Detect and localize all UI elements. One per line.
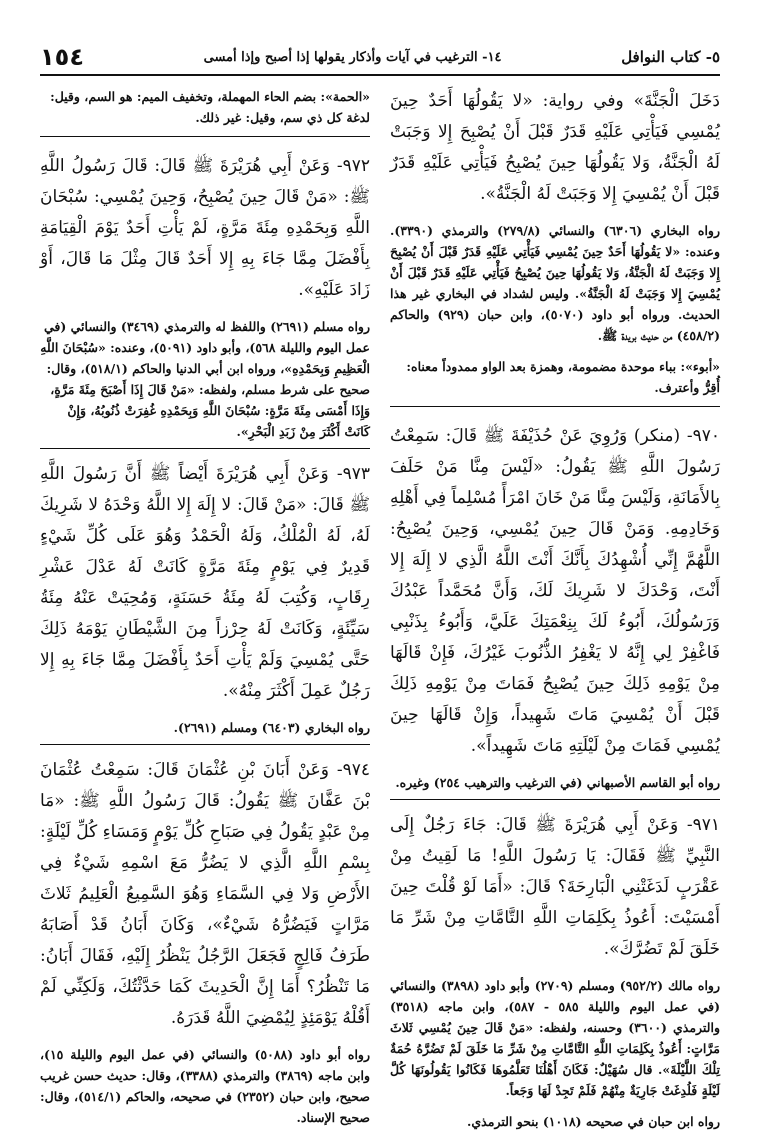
hadith-971-gloss: «الحمة»: بضم الحاء المهملة، وتخفيف الميم: هو السم، وقيل: لدغة كل ذي سم، وقيل: غير ذلك. [40,86,370,137]
hadith-972: ٩٧٢- وَعَنْ أَبِي هُرَيْرَةَ ﷺ قَالَ: قَالَ رَسُولُ اللَّهِ ﷺ: «مَنْ قَالَ حِينَ يُصْبِحُ، وَحِينَ يُمْسِي: سُبْحَانَ اللَّهِ وَبِحَمْدِهِ مِئَةَ مَرَّةٍ، لَمْ يَأْتِ أَحَدٌ يَوْمَ الْقِيَامَةِ بِأَفْضَلَ مِمَّا جَاءَ بِهِ إِلا أَحَدٌ قَالَ مِثْلَ مَا قَالَ، أَوْ زَادَ عَلَيْهِ». [40,156,370,300]
hadith-973-source: رواه البخاري (٦٤٠٣) ومسلم (٢٦٩١). [40,717,370,745]
hadith-971-source-extra: رواه ابن حبان في صحيحه (١٠١٨) بنحو الترمذي. [467,1114,720,1129]
hadith-973: ٩٧٣- وَعَنْ أَبِي هُرَيْرَةَ أَيْضاً ﷺ أَنَّ رَسُولَ اللَّهِ ﷺ قَالَ: «مَنْ قَالَ: لا إِلَهَ إِلا اللَّهُ وَحْدَهُ لا شَرِيكَ لَهُ، لَهُ الْمُلْكُ، وَلَهُ الْحَمْدُ وَهُوَ عَلَى كُلِّ شَيْءٍ قَدِيرٌ فِي يَوْمٍ مِئَةَ مَرَّةٍ كَانَتْ لَهُ عَدْلَ عَشْرِ رِقَابٍ، وَكُتِبَ لَهُ مِئَةُ حَسَنَةٍ، وَمُحِيَتْ عَنْهُ مِئَةُ سَيِّئَةٍ، وَكَانَتْ لَهُ حِرْزاً مِنَ الشَّيْطَانِ يَوْمَهُ ذَلِكَ حَتَّى يُمْسِيَ وَلَمْ يَأْتِ أَحَدٌ بِأَفْضَلَ مِمَّا جَاءَ بِهِ إِلا رَجُلٌ عَمِلَ أَكْثَرَ مِنْهُ». [40,464,370,701]
hadith-969-source: رواه البخاري (٦٣٠٦) والنسائي (٢٧٩/٨) والترمذي (٣٣٩٠). وعنده: «لا يَقُولُهَا أَحَدٌ حِينَ يُمْسِي فَيَأْتِي عَلَيْهِ قَدَرٌ قَبْلَ أَنْ يُصْبِحَ إِلا وَجَبَتْ لَهُ الْجَنَّةُ، وَلا يَقُولُهَا حِينَ يُصْبِحُ فَيَأْتِي عَلَيْهِ قَدَرٌ قَبْلَ أَنْ يُمْسِيَ إِلا وَجَبَتْ لَهُ الْجَنَّةُ». وليس لشداد في البخاري غير هذا الحديث. ورواه أبو داود (٥٠٧٠)، وابن حبان (٩٢٩) والحاكم (٤٥٨/٢) من حديث بريدة ﷺ. [390,223,721,343]
hadith-974-source: رواه أبو داود (٥٠٨٨) والنسائي (في عمل اليوم والليلة ١٥)، وابن ماجه (٣٨٦٩) والترمذي (٣٣٨٨)، وقال: حديث حسن غريب صحيح، وابن حبان (٢٣٥٢) في صحيحه، والحاكم (٥١٤/١)، وقال: صحيح الإسناد. [40,1047,370,1125]
right-column [390,86,720,1142]
left-column [40,86,370,1138]
hadith-970: ٩٧٠- (منكر) وَرُوِيَ عَنْ حُذَيْفَةَ ﷺ قَالَ: سَمِعْتُ رَسُولَ اللَّهِ ﷺ يَقُولُ: «لَيْسَ مِنَّا مَنْ حَلَفَ بِالأَمَانَةِ، وَلَيْسَ مِنَّا مَنْ خَانَ امْرَأً مُسْلِماً فِي أَهْلِهِ وَخَادِمِهِ. وَمَنْ قَالَ حِينَ يُمْسِي، وَحِينَ يُصْبِحُ: اللَّهُمَّ إِنِّي أُشْهِدُكَ بِأَنَّكَ أَنْتَ اللَّهُ الَّذِي لا إِلَهَ إِلا أَنْتَ، وَحْدَكَ لا شَرِيكَ لَكَ، وَأَنَّ مُحَمَّداً عَبْدُكَ وَرَسُولُكَ، أَبُوءُ لَكَ بِنِعْمَتِكَ عَلَيَّ، وَأَبُوءُ بِذَنْبِي فَاغْفِرْ لِي إِنَّهُ لا يَغْفِرُ الذُّنُوبَ غَيْرُكَ، فَإِنْ قَالَهَا مِنْ يَوْمِهِ ذَلِكَ حِينَ يُصْبِحُ فَمَاتَ مِنْ يَوْمِهِ ذَلِكَ قَبْلَ أَنْ يُمْسِيَ مَاتَ شَهِيداً، وَإِنْ قَالَهَا حِينَ يُمْسِي فَمَاتَ مِنْ لَيْلَتِهِ مَاتَ شَهِيداً». [390,426,720,756]
hadith-970-source: رواه أبو القاسم الأصبهاني (في الترغيب والترهيب ٢٥٤) وغيره. [390,772,720,800]
section-title: ١٤- الترغيب في آيات وأذكار يقولها إذا أصبح وإذا أمسى [203,49,502,65]
hadith-972-source: رواه مسلم (٢٦٩١) واللفظ له والترمذي (٣٤٦٩) والنسائي (في عمل اليوم والليلة ٥٦٨)، وأبو داود (٥٠٩١)، وعنده: «سُبْحَانَ اللَّهِ الْعَظِيمِ وَبِحَمْدِهِ»، ورواه ابن أبي الدنيا والحاكم (٥١٨/١)، وقال: صحيح على شرط مسلم، ولفظه: «مَنْ قَالَ إِذَا أَصْبَحَ مِئَةَ مَرَّةٍ، وَإِذَا أَمْسَى مِئَةَ مَرَّةٍ: سُبْحَانَ اللَّهِ وَبِحَمْدِهِ غُفِرَتْ ذُنُوبُهُ، وَإِنْ كَانَتْ أَكْثَرَ مِنْ زَبَدِ الْبَحْرِ». [40,316,370,449]
hadith-969-gloss: «أبوء»: بباء موحدة مضمومة، وهمزة بعد الواو ممدوداً معناه: أُقِرُّ وأعترف. [390,356,720,407]
chapter-title: ٥- كتاب النوافل [621,48,720,66]
page-header [40,40,720,76]
hadith-969-ending: دَخَلَ الْجَنَّةَ» وفي رواية: «لا يَقُولُهَا أَحَدٌ حِينَ يُمْسِي فَيَأْتِي عَلَيْهِ قَدَرٌ قَبْلَ أَنْ يُصْبِحَ إِلا وَجَبَتْ لَهُ الْجَنَّةُ، وَلا يَقُولُهَا حِينَ يُصْبِحُ فَيَأْتِي عَلَيْهِ قَدَرٌ قَبْلَ أَنْ يُمْسِيَ إِلا وَجَبَتْ لَهُ الْجَنَّةُ». [390,91,720,204]
hadith-974: ٩٧٤- وَعَنْ أَبَانَ بْنِ عُثْمَانَ قَالَ: سَمِعْتُ عُثْمَانَ بْنَ عَفَّانَ ﷺ يَقُولُ: قَالَ رَسُولُ اللَّهِ ﷺ: «مَا مِنْ عَبْدٍ يَقُولُ فِي صَبَاحِ كُلِّ يَوْمٍ وَمَسَاءِ كُلِّ لَيْلَةٍ: بِسْمِ اللَّهِ الَّذِي لا يَضُرُّ مَعَ اسْمِهِ شَيْءٌ فِي الأَرْضِ وَلا فِي السَّمَاءِ وَهُوَ السَّمِيعُ الْعَلِيمُ ثَلاثَ مَرَّاتٍ فَيَضُرُّهُ شَيْءٌ»، وَكَانَ أَبَانُ قَدْ أَصَابَهُ طَرَفُ فَالِجٍ فَجَعَلَ الرَّجُلُ يَنْظُرُ إِلَيْهِ، فَقَالَ أَبَانُ: مَا تَنْظُرُ؟ أَمَا إِنَّ الْحَدِيثَ كَمَا حَدَّثْتُكَ، وَلَكِنِّي لَمْ أَقُلْهُ يَوْمَئِذٍ لِيُمْضِيَ اللَّهُ قَدَرَهُ. [40,760,370,1028]
page-number: ١٥٤ [40,43,84,71]
hadith-971-source: رواه مالك (٩٥٢/٢) ومسلم (٢٧٠٩) وأبو داود (٣٨٩٨) والنسائي (في عمل اليوم والليلة ٥٨٥ - ٥٨٧)، وابن ماجه (٣٥١٨) والترمذي (٣٦٠٠) وحسنه، ولفظه: «مَنْ قَالَ حِينَ يُمْسِي ثَلاثَ مَرَّاتٍ: أَعُوذُ بِكَلِمَاتِ اللَّهِ التَّامَّاتِ مِنْ شَرِّ مَا خَلَقَ لَمْ تَضُرَّهُ حُمَةٌ تِلْكَ اللَّيْلَةَ». قال سُهَيْلٌ: فَكَانَ أَهْلُنَا تَعَلَّمُوهَا فَكَانُوا يَقُولُونَهَا كُلَّ لَيْلَةٍ فَلُدِغَتْ جَارِيَةٌ مِنْهُمْ فَلَمْ تَجِدْ لَهَا وَجَعاً. [390,978,721,1098]
hadith-971: ٩٧١- وَعَنْ أَبِي هُرَيْرَةَ ﷺ قَالَ: جَاءَ رَجُلٌ إِلَى النَّبِيِّ ﷺ فَقَالَ: يَا رَسُولَ اللَّهِ! مَا لَقِيتُ مِنْ عَقْرَبٍ لَدَغَتْنِي الْبَارِحَةَ؟ قَالَ: «أَمَا لَوْ قُلْتَ حِينَ أَمْسَيْتَ: أَعُوذُ بِكَلِمَاتِ اللَّهِ التَّامَّاتِ مِنْ شَرِّ مَا خَلَقَ لَمْ تَضُرَّكَ». [390,815,720,959]
